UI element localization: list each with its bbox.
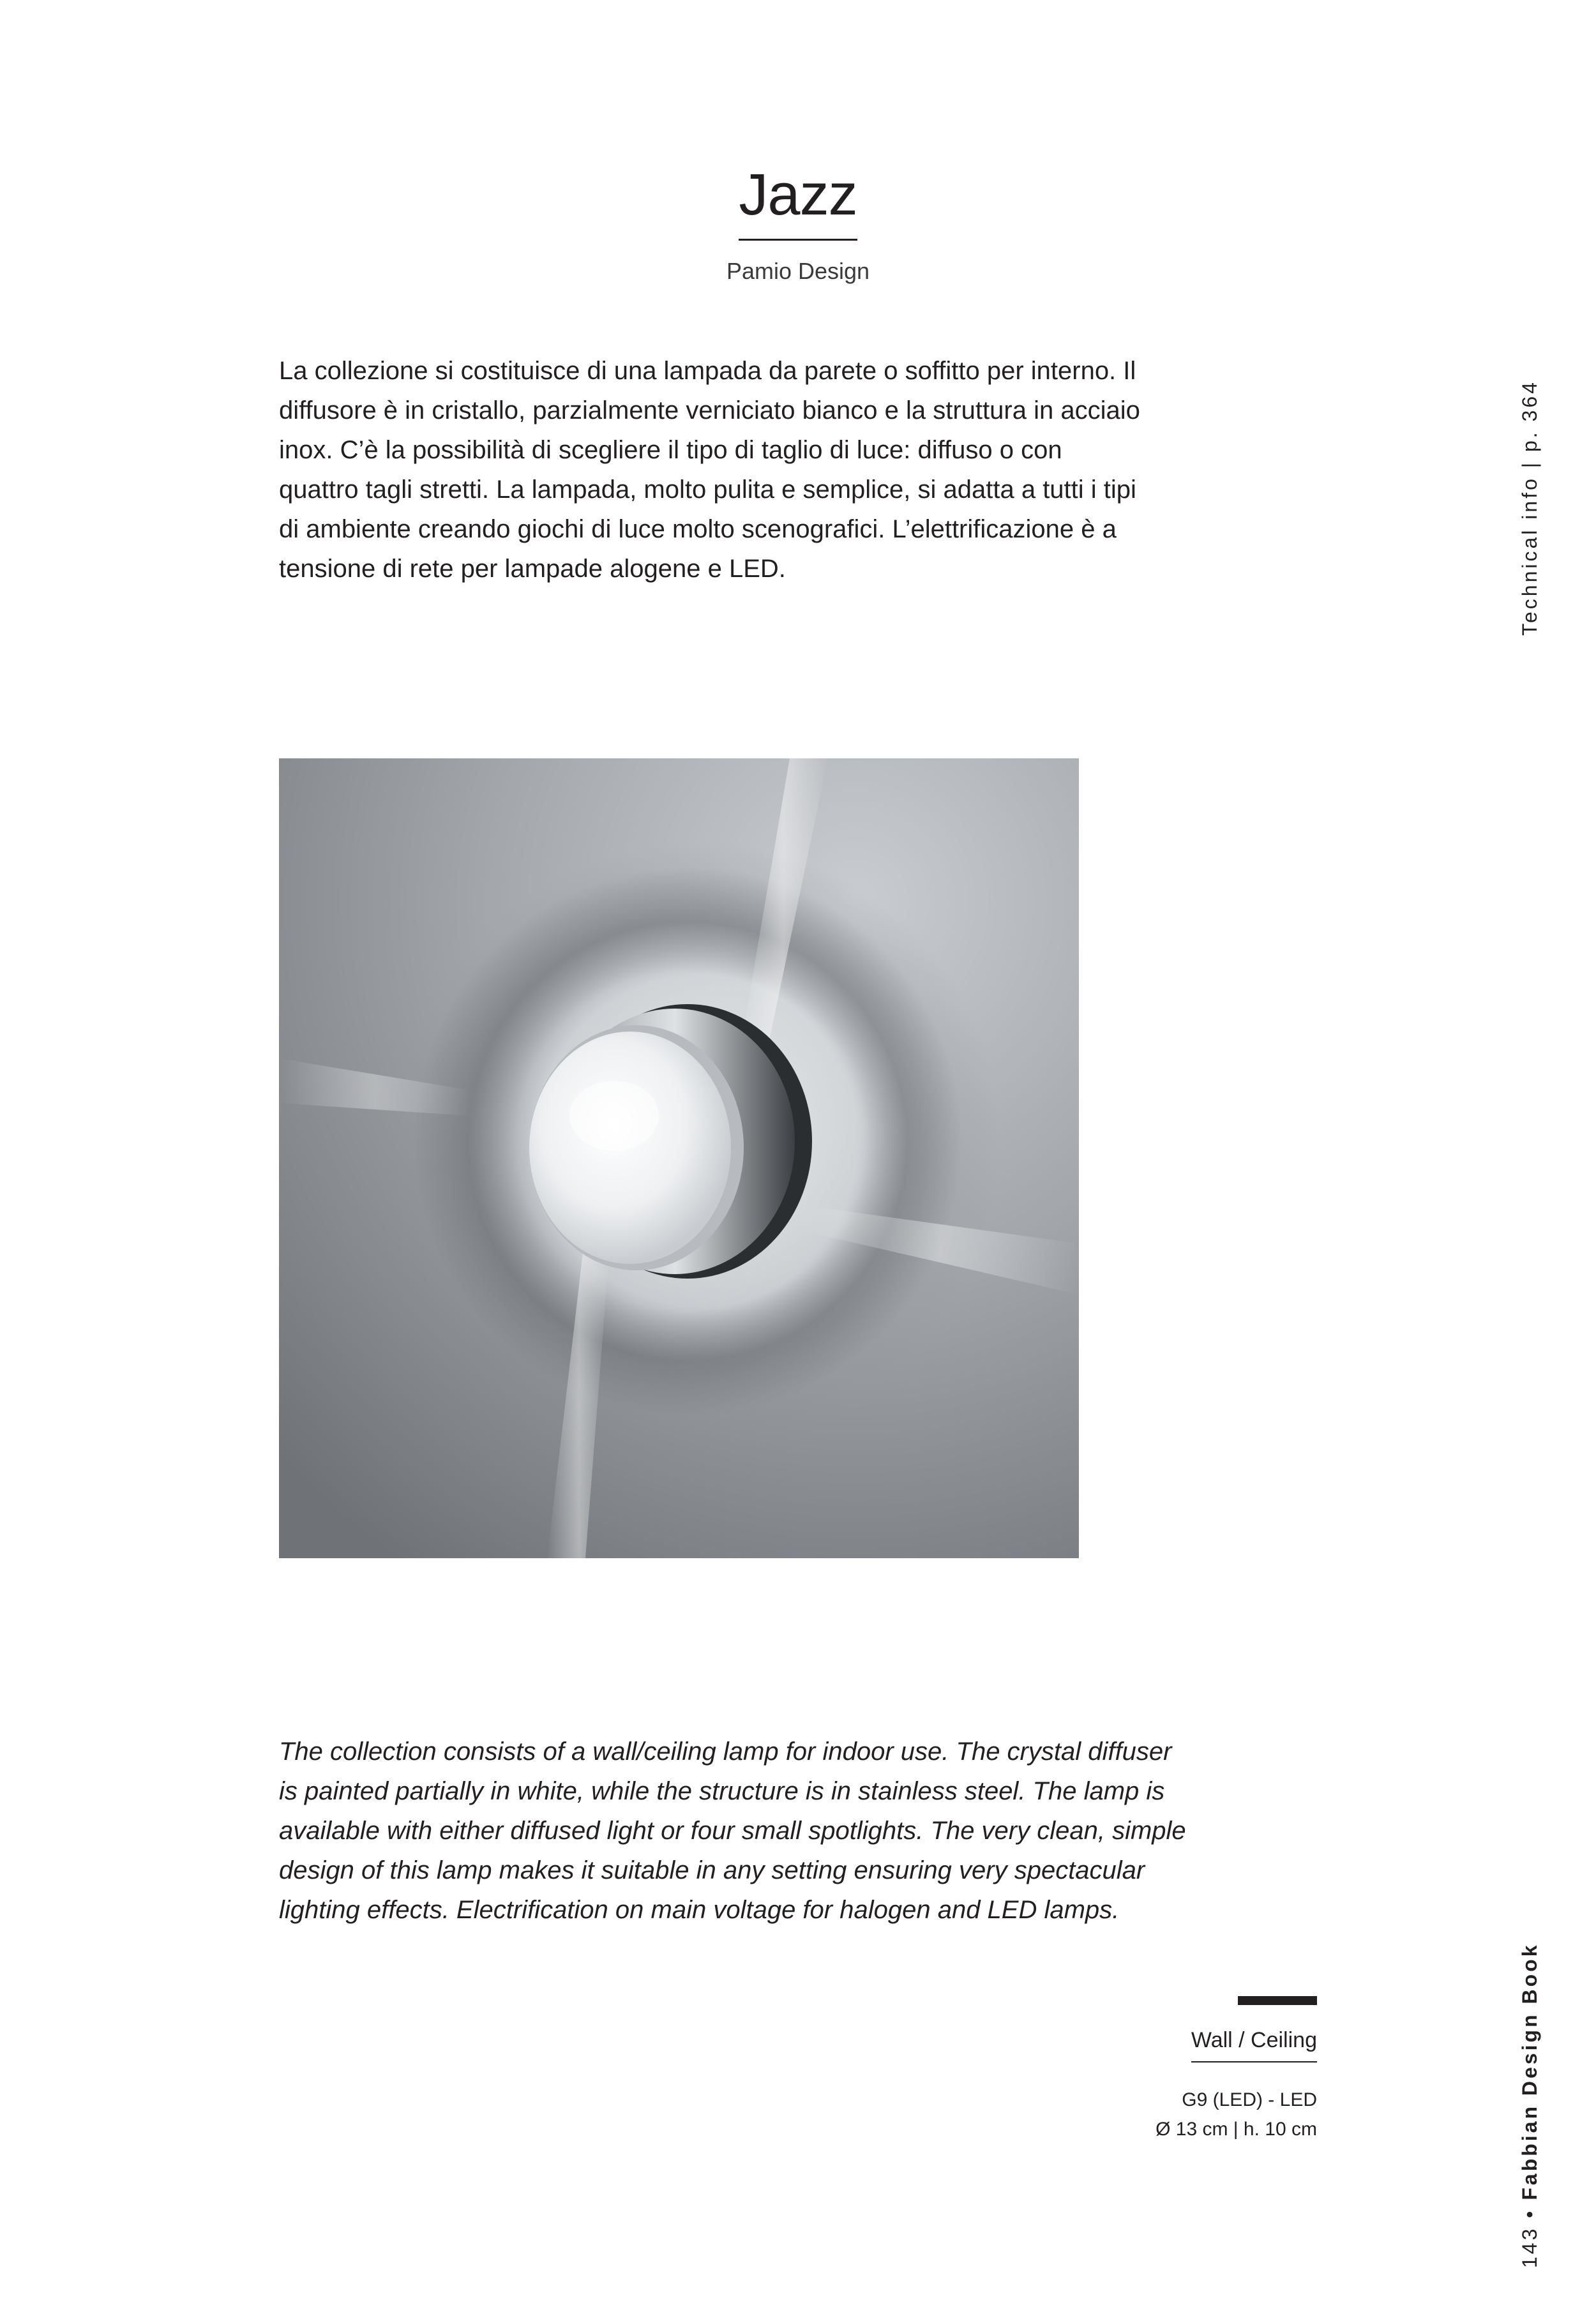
spec-divider-bar <box>1238 1996 1317 2005</box>
designer-name: Pamio Design <box>726 258 870 284</box>
description-line: La collezione si costituisce di una lampada da parete o soffitto per interno. Il <box>279 357 1136 385</box>
description-line: inox. C’è la possibilità di scegliere il tipo di taglio di luce: diffuso o con <box>279 436 1062 464</box>
book-name: Fabbian Design Book <box>1518 1942 1541 2200</box>
product-photo <box>279 758 1079 1558</box>
description-italian <box>279 351 1179 589</box>
page-footer <box>1516 1942 1544 2268</box>
light-source: G9 (LED) - LED <box>1182 2089 1317 2110</box>
technical-info-link[interactable]: Technical info | p. 364 <box>1518 380 1541 636</box>
mounting-type: Wall / Ceiling <box>1191 2027 1317 2062</box>
description-line: di ambiente creando giochi di luce molto scenografici. L’elettrificazione è a <box>279 515 1117 543</box>
title-block <box>0 160 1596 285</box>
description-line: tensione di rete per lampade alogene e LED. <box>279 555 786 583</box>
description-line: is painted partially in white, while the structure is in stainless steel. The lamp is <box>279 1777 1165 1805</box>
dimensions: Ø 13 cm | h. 10 cm <box>1156 2119 1317 2140</box>
description-line: available with either diffused light or four small spotlights. The very clean, simple <box>279 1817 1186 1845</box>
description-line: diffusore è in cristallo, parzialmente verniciato bianco e la struttura in acciaio <box>279 396 1140 424</box>
bullet-separator: • <box>1518 2208 1541 2218</box>
page-number: 143 <box>1518 2226 1541 2268</box>
description-line: quattro tagli stretti. La lampada, molto pulita e semplice, si adatta a tutti i tipi <box>279 476 1136 504</box>
description-line: The collection consists of a wall/ceiling lamp for indoor use. The crystal diffuser <box>279 1738 1172 1766</box>
description-english <box>279 1732 1237 1930</box>
description-line: lighting effects. Electrification on main voltage for halogen and LED lamps. <box>279 1896 1120 1924</box>
description-line: design of this lamp makes it suitable in any setting ensuring very spectacular <box>279 1856 1145 1884</box>
product-title: Jazz <box>739 160 857 241</box>
